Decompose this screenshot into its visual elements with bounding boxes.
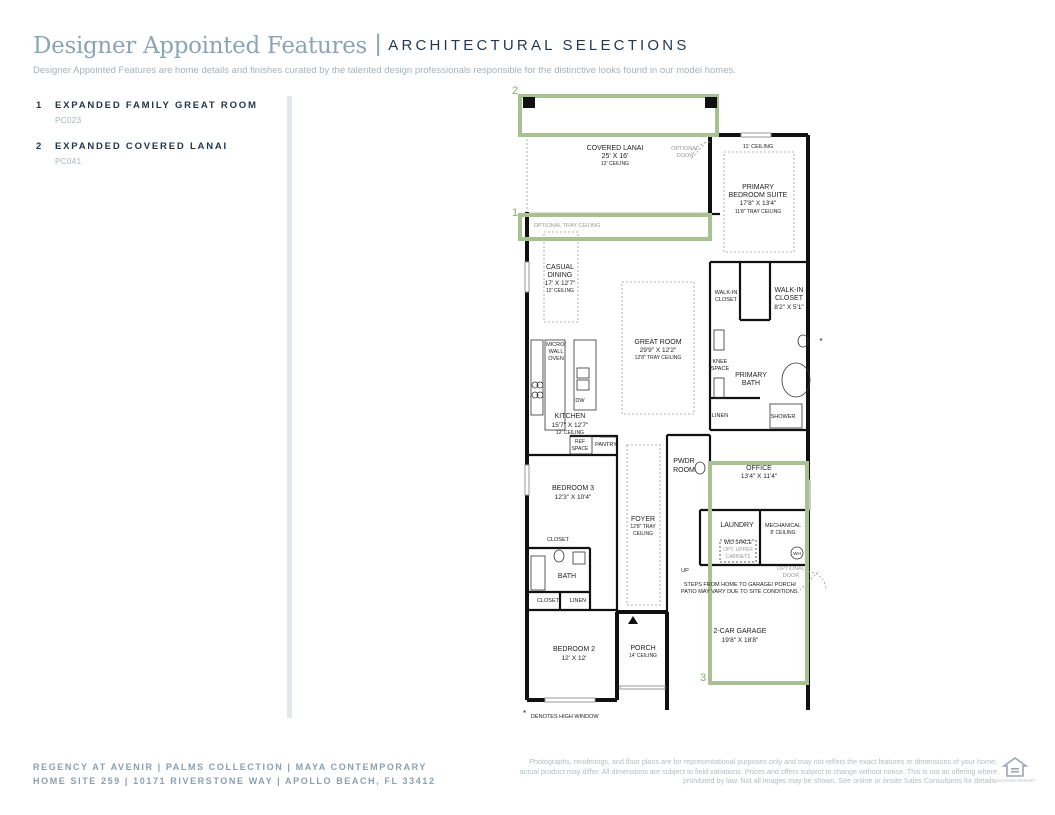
room-note: OPTIONAL xyxy=(777,566,805,572)
highlight-lanai xyxy=(520,96,717,135)
room-name: KITCHEN xyxy=(554,413,586,420)
feature-code: PC041 xyxy=(55,157,82,166)
lanai-post xyxy=(523,97,535,108)
high-window-mark: * xyxy=(819,337,823,346)
room-note: OPTIONAL TRAY CEILING xyxy=(533,223,601,229)
room-ceiling: 11'8" TRAY CEILING xyxy=(734,209,782,215)
room-note: PATIO MAY VARY DUE TO SITE CONDITIONS. xyxy=(681,589,799,595)
room-name: OFFICE xyxy=(746,465,772,472)
room-name: 2-CAR GARAGE xyxy=(713,628,767,635)
room-dims: 12' X 12' xyxy=(561,655,587,662)
project-line: REGENCY AT AVENIR | PALMS COLLECTION | MAYA CONTEMPORARY xyxy=(33,762,427,772)
room-name: LINEN xyxy=(569,598,587,604)
room-name: WALL xyxy=(548,349,564,355)
room-note: OPTIONAL xyxy=(671,146,699,152)
room-name: BATH xyxy=(557,573,577,580)
room-ceiling: 14' CEILING xyxy=(629,653,657,659)
project-info xyxy=(33,760,436,788)
room-name: PORCH xyxy=(630,645,656,652)
room-name: PWDR xyxy=(673,458,695,465)
room-ceiling: 8' CEILING xyxy=(770,530,796,536)
callout-number: 3 xyxy=(700,672,707,684)
room-ceiling: 11' CEILING xyxy=(742,144,774,150)
room-dims: 25' X 16' xyxy=(601,153,629,160)
fixture-label: DW xyxy=(575,398,585,404)
room-dims: 8'2" X 5'1" xyxy=(774,304,804,311)
room-name: ROOM xyxy=(673,467,695,474)
room-name: DINING xyxy=(547,272,573,279)
feature-label: EXPANDED FAMILY GREAT ROOM xyxy=(55,100,258,111)
feature-number: 1 xyxy=(36,100,44,111)
room-name: OVEN xyxy=(548,356,564,362)
room-name: SPACE xyxy=(710,366,730,372)
room-name: PRIMARY xyxy=(735,372,767,379)
fixture-label: SPACE xyxy=(571,446,589,452)
room-name: WALK-IN xyxy=(714,290,738,296)
room-dims: 19'8" X 18'8" xyxy=(721,637,759,644)
eho-text: EQUAL HOUSING OPPORTUNITY xyxy=(994,779,1036,783)
room-labels xyxy=(534,144,823,662)
room-note: DOOR xyxy=(676,153,694,159)
lanai-post xyxy=(705,97,717,108)
room-name: GREAT ROOM xyxy=(634,339,682,346)
feature-code: PC023 xyxy=(55,116,82,125)
fixture-label: REF xyxy=(575,439,585,445)
room-name: CLOSET xyxy=(546,537,570,543)
room-note: STEPS FROM HOME TO GARAGE/ PORCH/ xyxy=(683,582,797,588)
room-name: MICRO/ xyxy=(546,342,566,348)
fixtures xyxy=(531,330,810,590)
room-name: KNEE xyxy=(712,359,728,365)
room-ceiling: 12' CEILING xyxy=(546,288,574,294)
fixture-label: SHOWER xyxy=(770,414,796,420)
room-name: BEDROOM 3 xyxy=(551,485,595,492)
room-name: CLOSET xyxy=(774,295,804,302)
room-name: LAUNDRY xyxy=(720,522,754,529)
fixture-label: W/D SPACE xyxy=(724,540,752,546)
room-name: COVERED LANAI xyxy=(586,145,644,152)
room-name: LINEN xyxy=(711,413,729,419)
room-name: BEDROOM 2 xyxy=(552,646,596,653)
feature-label: EXPANDED COVERED LANAI xyxy=(55,141,228,152)
room-ceiling: 12'8" TRAY xyxy=(630,524,656,530)
room-name: BATH xyxy=(741,380,761,387)
room-name: BEDROOM SUITE xyxy=(728,192,788,199)
callout-number: 1 xyxy=(512,207,519,219)
fixture-label: OPT. UPPER xyxy=(723,547,753,553)
room-dims: 15'7" X 12'7" xyxy=(551,422,589,429)
room-ceiling: 12'8" TRAY CEILING xyxy=(634,355,682,361)
callout-number: 2 xyxy=(512,85,519,97)
address-line: HOME SITE 259 | 10171 RIVERSTONE WAY | APOLLO BEACH, FL 33412 xyxy=(33,776,436,786)
fixture-label: WH xyxy=(793,551,801,556)
disclaimer: Photographs, renderings, and floor plans are for representational purposes only and may not reflect the exact features or dimensions of your home; actual product may differ. All dimensions are subject to field variations. Prices and offers subject to change without notice. This is not an offering where prohibited by law. Not all images may be shown. See online or onsite Sales Consultants for details. xyxy=(519,757,997,785)
room-ceiling: 12' CEILING xyxy=(601,161,629,167)
room-name: FOYER xyxy=(630,516,656,523)
room-name: PANTRY xyxy=(595,442,617,448)
room-dims: 13'4" X 11'4" xyxy=(740,473,778,480)
room-name: PRIMARY xyxy=(742,184,774,191)
equal-housing-icon xyxy=(994,757,1036,783)
feature-number: 2 xyxy=(36,141,44,152)
room-name: WALK-IN xyxy=(774,287,804,294)
room-dims: 29'9" X 12'2" xyxy=(639,347,677,354)
room-note: DOOR xyxy=(782,573,800,579)
room-ceiling: 12' CEILING xyxy=(556,430,584,436)
page-description: Designer Appointed Features are home details and finishes curated by the talented design professionals responsible for the distinctive looks found in our model homes. xyxy=(33,65,736,76)
room-name: MECHANICAL xyxy=(764,523,802,529)
note-mark: * xyxy=(523,709,527,718)
room-dims: 17'8" X 13'4" xyxy=(739,200,777,207)
entry-arrow xyxy=(628,616,638,624)
room-name: CLOSET xyxy=(536,598,560,604)
fixture-label: UP xyxy=(681,568,689,574)
title-separator: | xyxy=(375,30,382,57)
title-main: Designer Appointed Features xyxy=(33,33,368,59)
high-window-note: DENOTES HIGH WINDOW xyxy=(531,714,599,720)
room-dims: 12'3" X 10'4" xyxy=(554,494,592,501)
fixture-label: CABINETS xyxy=(725,554,751,560)
title-subheading: ARCHITECTURAL SELECTIONS xyxy=(388,37,690,54)
room-ceiling: CEILING xyxy=(632,531,654,537)
room-name: CASUAL xyxy=(545,264,575,271)
room-name: CLOSET xyxy=(714,297,738,303)
room-dims: 17' X 12'7" xyxy=(544,280,576,287)
